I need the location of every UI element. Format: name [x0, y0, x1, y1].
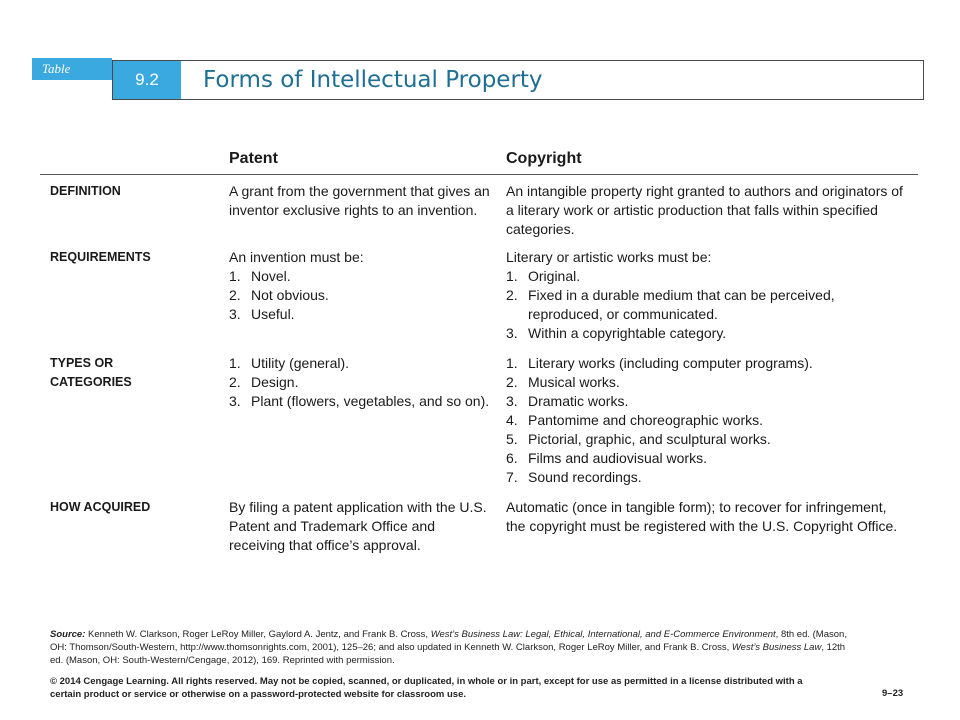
- title-banner: [112, 60, 924, 100]
- list-item: 1. Novel.: [229, 268, 291, 284]
- column-header-patent: Patent: [229, 150, 278, 167]
- requirements-copyright-cell: [506, 248, 906, 343]
- row-label-types-line2: CATEGORIES: [50, 375, 132, 389]
- list-item: 4. Pantomime and choreographic works.: [506, 412, 764, 428]
- column-header-copyright: Copyright: [506, 150, 582, 167]
- list-item: 1. Utility (general).: [229, 355, 350, 371]
- types-copyright-cell: [506, 354, 906, 487]
- list-item: 2. Musical works.: [506, 374, 620, 390]
- requirements-copyright-intro: Literary or artistic works must be:: [506, 249, 712, 265]
- list-item: 3. Dramatic works.: [506, 393, 629, 409]
- requirements-patent-intro: An invention must be:: [229, 249, 364, 265]
- definition-copyright-cell: An intangible property right granted to authors and originators of a literary work or artistic production that falls within specified categories.: [506, 183, 903, 237]
- list-item: 3. Plant (flowers, vegetables, and so on).: [229, 393, 490, 409]
- table-tab-label: Table: [32, 58, 112, 80]
- types-patent-list: [229, 354, 491, 411]
- list-item: 2. Fixed in a durable medium that can be perceived, reproduced, or communicated.: [506, 287, 835, 322]
- table-number: 9.2: [113, 61, 181, 99]
- list-item: 3. Useful.: [229, 306, 295, 322]
- requirements-patent-list: [229, 267, 491, 324]
- acquired-patent-cell: By filing a patent application with the U.S. Patent and Trademark Office and receiving that office’s approval.: [229, 499, 487, 553]
- list-item: 3. Within a copyrightable category.: [506, 325, 727, 341]
- types-patent-cell: [229, 354, 491, 411]
- list-item: 7. Sound recordings.: [506, 469, 642, 485]
- definition-patent-cell: A grant from the government that gives an inventor exclusive rights to an invention.: [229, 183, 490, 218]
- row-label-types: [50, 354, 132, 392]
- list-item: 5. Pictorial, graphic, and sculptural works.: [506, 431, 771, 447]
- copyright-notice: © 2014 Cengage Learning. All rights reserved. May not be copied, scanned, or duplicated, in whole or in part, except for use as permitted in a license distributed with a certain product or service or otherwise on a password-protected website for classroom use.: [50, 676, 803, 700]
- list-item: 6. Films and audiovisual works.: [506, 450, 707, 466]
- acquired-copyright-cell: Automatic (once in tangible form); to recover for infringement, the copyright must be registered with the U.S. Copyright Office.: [506, 499, 898, 534]
- header-divider: [40, 174, 918, 175]
- source-citation: Source: Kenneth W. Clarkson, Roger LeRoy Miller, Gaylord A. Jentz, and Frank B. Cross, West’s Business Law: Legal, Ethical, International, and E-Commerce Environment, 8th ed. (Mason, OH: Thomson/South-Western, http://www.thomsonrights.com, 2001), 125–26; and also updated in Kenneth W. Clarkson, Roger LeRoy Miller, and Frank B. Cross, West’s Business Law, 12th ed. (Mason, OH: South-Western/Cengage, 2012), 169. Reprinted with permission.: [50, 629, 847, 666]
- types-copyright-list: [506, 354, 906, 487]
- page-number: 9–23: [882, 688, 904, 699]
- page-title: Forms of Intellectual Property: [203, 67, 543, 93]
- row-label-definition: DEFINITION: [50, 184, 121, 198]
- row-label-types-line1: TYPES OR: [50, 356, 114, 370]
- list-item: 1. Literary works (including computer programs).: [506, 355, 813, 371]
- list-item: 2. Not obvious.: [229, 287, 329, 303]
- requirements-copyright-list: [506, 267, 906, 343]
- row-label-requirements: REQUIREMENTS: [50, 250, 151, 264]
- list-item: 2. Design.: [229, 374, 299, 390]
- row-label-how-acquired: HOW ACQUIRED: [50, 500, 151, 514]
- list-item: 1. Original.: [506, 268, 581, 284]
- requirements-patent-cell: [229, 248, 491, 324]
